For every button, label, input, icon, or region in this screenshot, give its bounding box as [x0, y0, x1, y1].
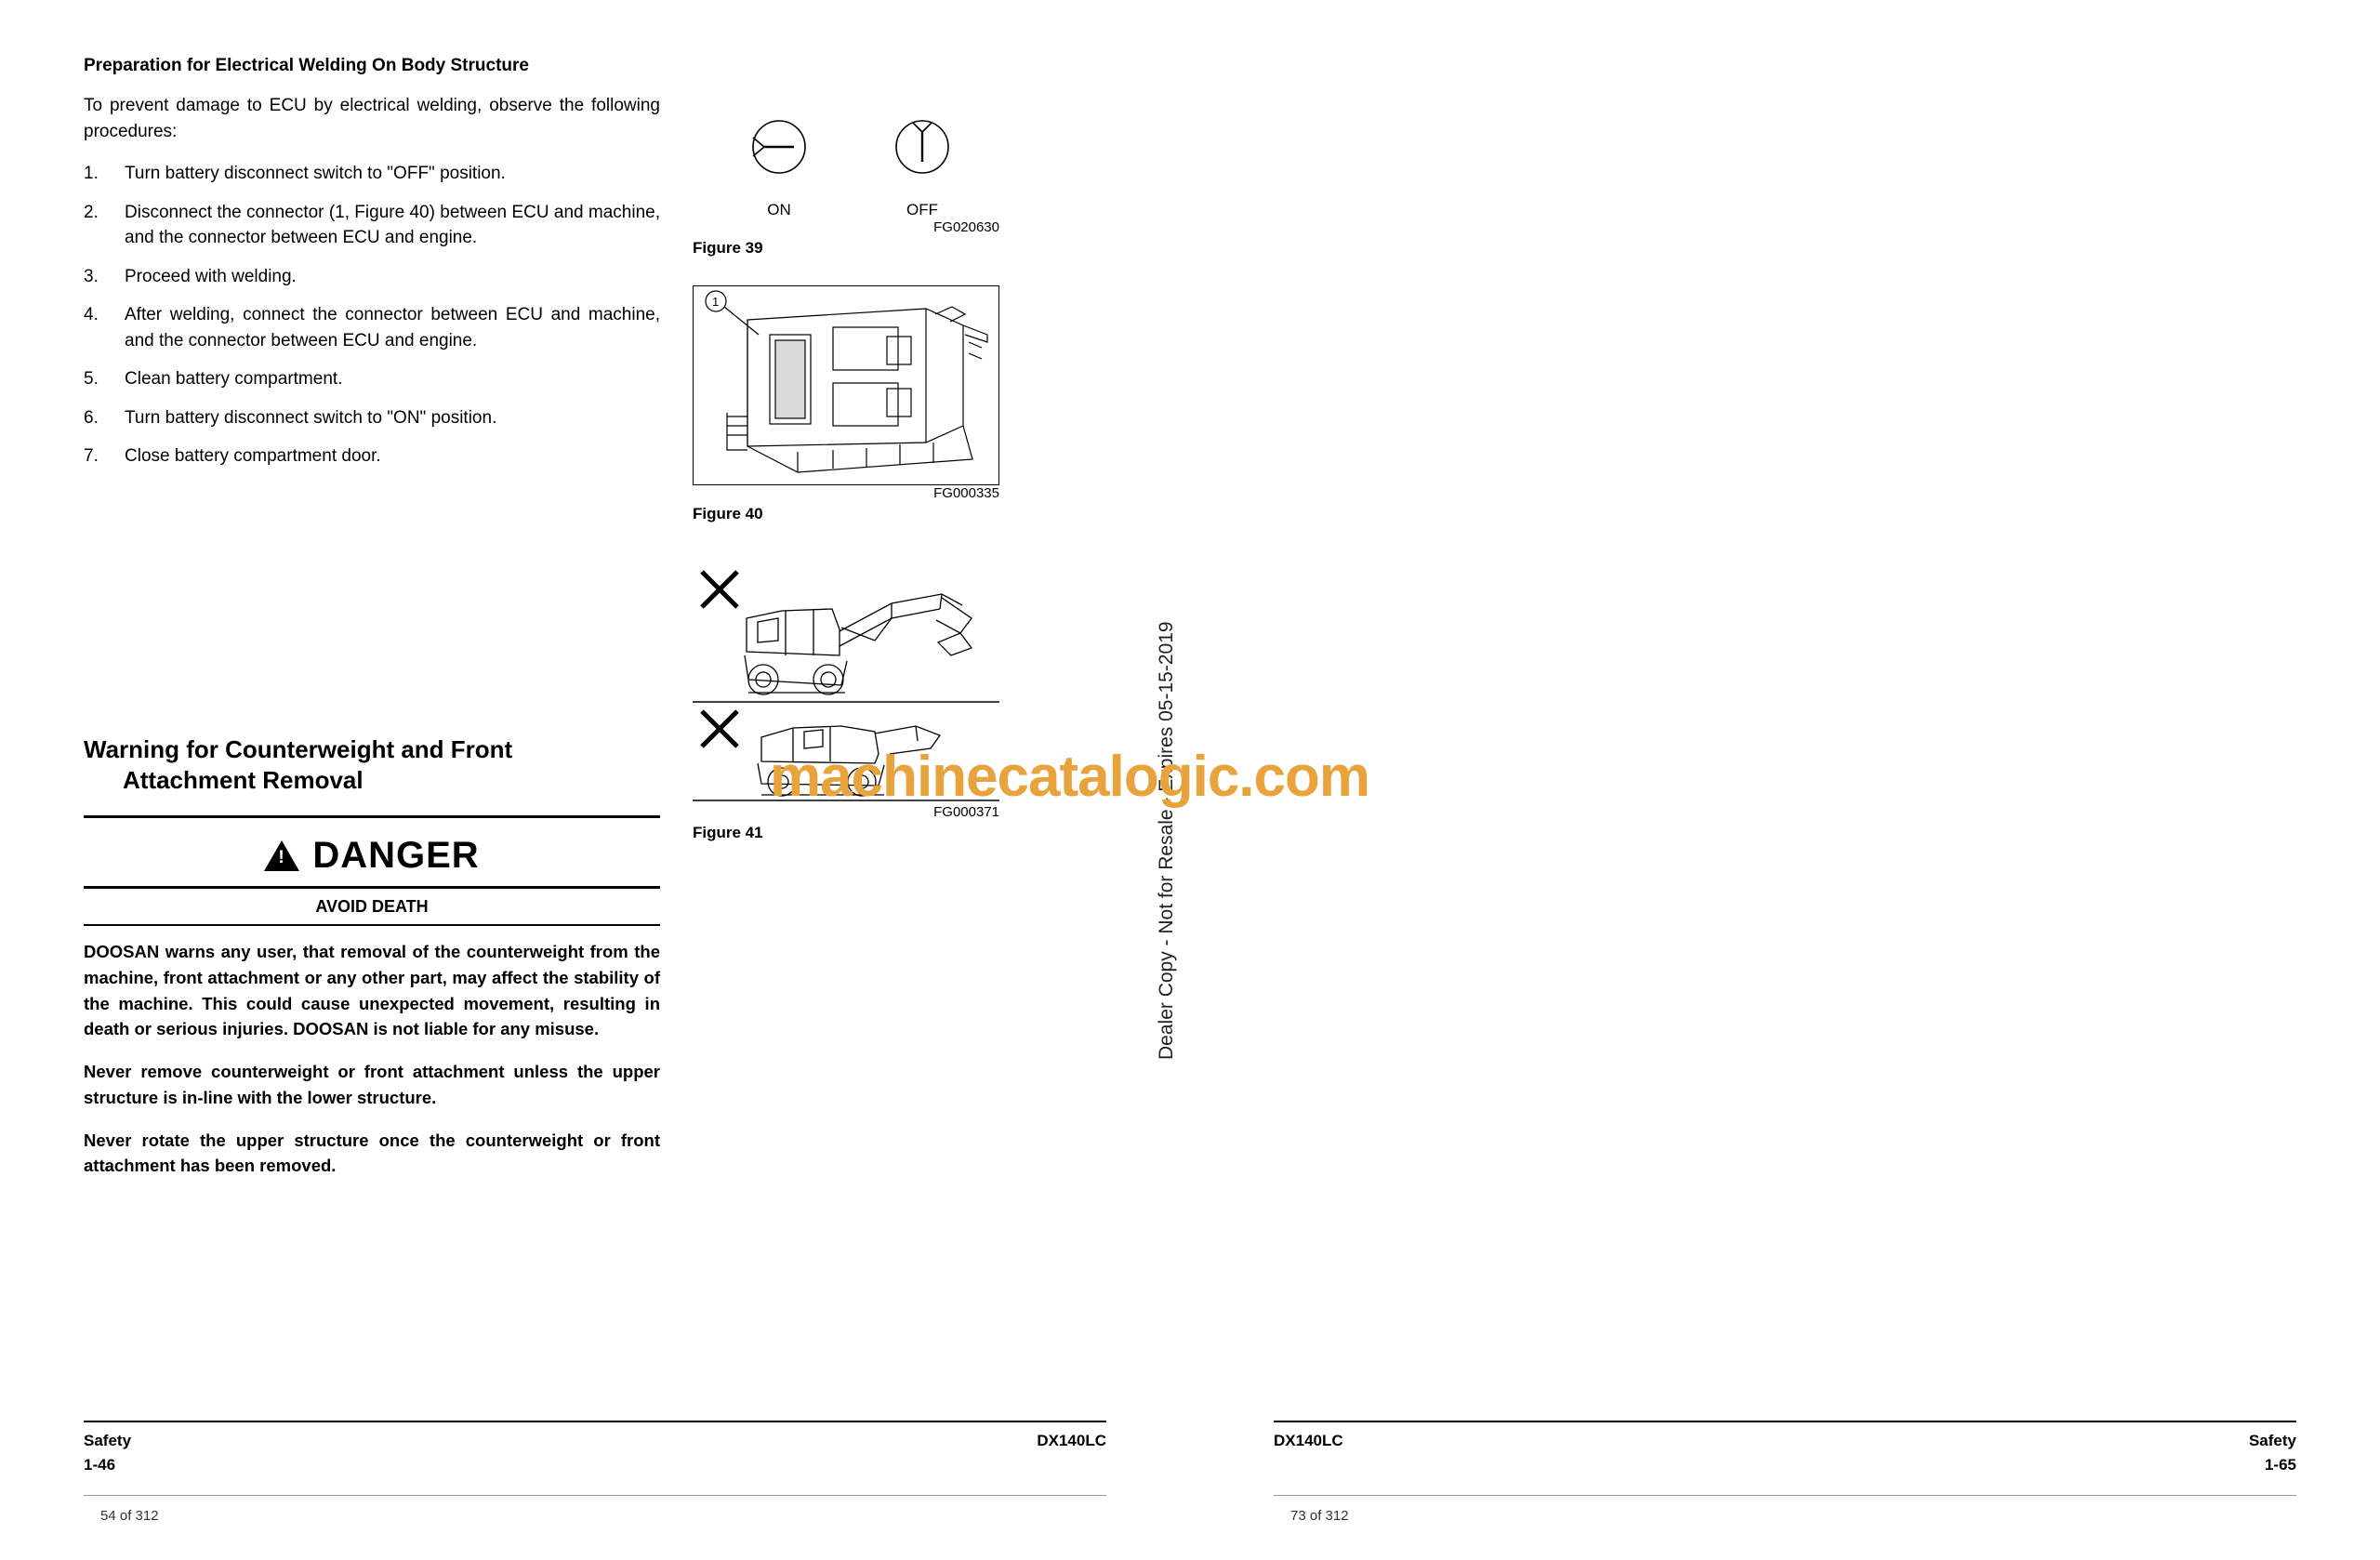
danger-paragraph-3: Never rotate the upper structure once the counterweight or front attachment has been removed.: [84, 1130, 660, 1176]
avoid-death-text: AVOID DEATH: [315, 897, 429, 916]
footer-section-label: Safety: [84, 1432, 132, 1449]
divider: [84, 815, 660, 818]
step-text: Turn battery disconnect switch to "OFF" position.: [125, 164, 506, 184]
danger-heading-line1: Warning for Counterweight and Front: [84, 735, 513, 763]
footer-divider: [84, 1421, 1106, 1422]
switch-on-icon: [742, 112, 816, 186]
switch-on: [742, 112, 816, 219]
list-item: [84, 366, 660, 392]
step-number: 3.: [84, 266, 99, 286]
footer-thin-divider: [1274, 1495, 2296, 1496]
footer-page-number: 1-46: [84, 1456, 116, 1474]
switch-symbols: [693, 112, 999, 219]
ecu-drawing-icon: [694, 286, 998, 483]
switch-off-icon: [885, 112, 959, 186]
list-item: [84, 264, 660, 290]
danger-heading-line2: Attachment Removal: [123, 765, 364, 794]
switch-on-label: ON: [767, 201, 791, 218]
figure-41-caption: Figure 41: [693, 824, 763, 841]
danger-paragraph-2: Never remove counterweight or front attachment unless the upper structure is in-line with the lower structure.: [84, 1062, 660, 1107]
warning-triangle-icon: [264, 840, 299, 871]
list-item: [84, 405, 660, 431]
footer-page-number: 1-65: [2264, 1456, 2296, 1474]
step-number: 7.: [84, 446, 99, 467]
divider: [84, 924, 660, 926]
step-text: Clean battery compartment.: [125, 369, 343, 390]
left-text-column: [84, 56, 660, 483]
footer-model: DX140LC: [1274, 1432, 1343, 1449]
step-number: 5.: [84, 369, 99, 390]
procedure-steps: [84, 161, 660, 469]
step-number: 1.: [84, 164, 99, 184]
ecu-illustration: [693, 285, 999, 485]
step-text: Disconnect the connector (1, Figure 40) between ECU and machine, and the connector between ECU and engine.: [125, 202, 660, 248]
step-number: 4.: [84, 305, 99, 325]
step-number: 2.: [84, 202, 99, 222]
pdf-page-count: 54 of 312: [100, 1508, 159, 1524]
footer-divider: [1274, 1421, 2296, 1422]
danger-word: DANGER: [312, 835, 480, 876]
step-text: Close battery compartment door.: [125, 446, 381, 467]
left-figure-column: [693, 112, 999, 842]
callout-1-text: 1: [712, 295, 720, 309]
step-text: Proceed with welding.: [125, 266, 297, 286]
footer-model: DX140LC: [1037, 1432, 1106, 1449]
figure-40: [693, 285, 999, 523]
footer-section-label: Safety: [2248, 1432, 2296, 1449]
list-item: [84, 302, 660, 353]
dealer-copy-note-left: Dealer Copy - Not for Resale - Expires 05-15-2019: [1156, 621, 1177, 1060]
figure-39-caption: Figure 39: [693, 239, 763, 257]
danger-banner: [84, 827, 660, 886]
danger-section: [84, 734, 660, 1196]
step-text: Turn battery disconnect switch to "ON" position.: [125, 407, 497, 428]
list-item: [84, 443, 660, 469]
site-watermark: machinecatalogic.com: [770, 745, 1370, 809]
danger-heading: [84, 734, 660, 795]
figure-40-caption: Figure 40: [693, 505, 763, 522]
page-title: Preparation for Electrical Welding On Body Structure: [84, 56, 529, 75]
intro-paragraph: To prevent damage to ECU by electrical welding, observe the following procedures:: [84, 96, 660, 141]
switch-off-label: OFF: [906, 201, 938, 218]
footer-thin-divider: [84, 1495, 1106, 1496]
figure-40-code: FG000335: [933, 485, 999, 501]
danger-paragraph-1: DOOSAN warns any user, that removal of the counterweight from the machine, front attachment or any other part, may affect the stability of the machine. This could cause unexpected movement, resulting in death or serious injuries. DOOSAN is not liable for any misuse.: [84, 942, 660, 1039]
figure-39: [693, 112, 999, 258]
step-number: 6.: [84, 407, 99, 428]
figure-41-code: FG000371: [933, 804, 999, 820]
switch-off: [885, 112, 959, 219]
pdf-page-count: 73 of 312: [1290, 1508, 1349, 1524]
step-text: After welding, connect the connector between ECU and machine, and the connector between ECU and engine.: [125, 305, 660, 350]
list-item: [84, 200, 660, 251]
list-item: [84, 161, 660, 187]
figure-39-code: FG020630: [933, 219, 999, 235]
